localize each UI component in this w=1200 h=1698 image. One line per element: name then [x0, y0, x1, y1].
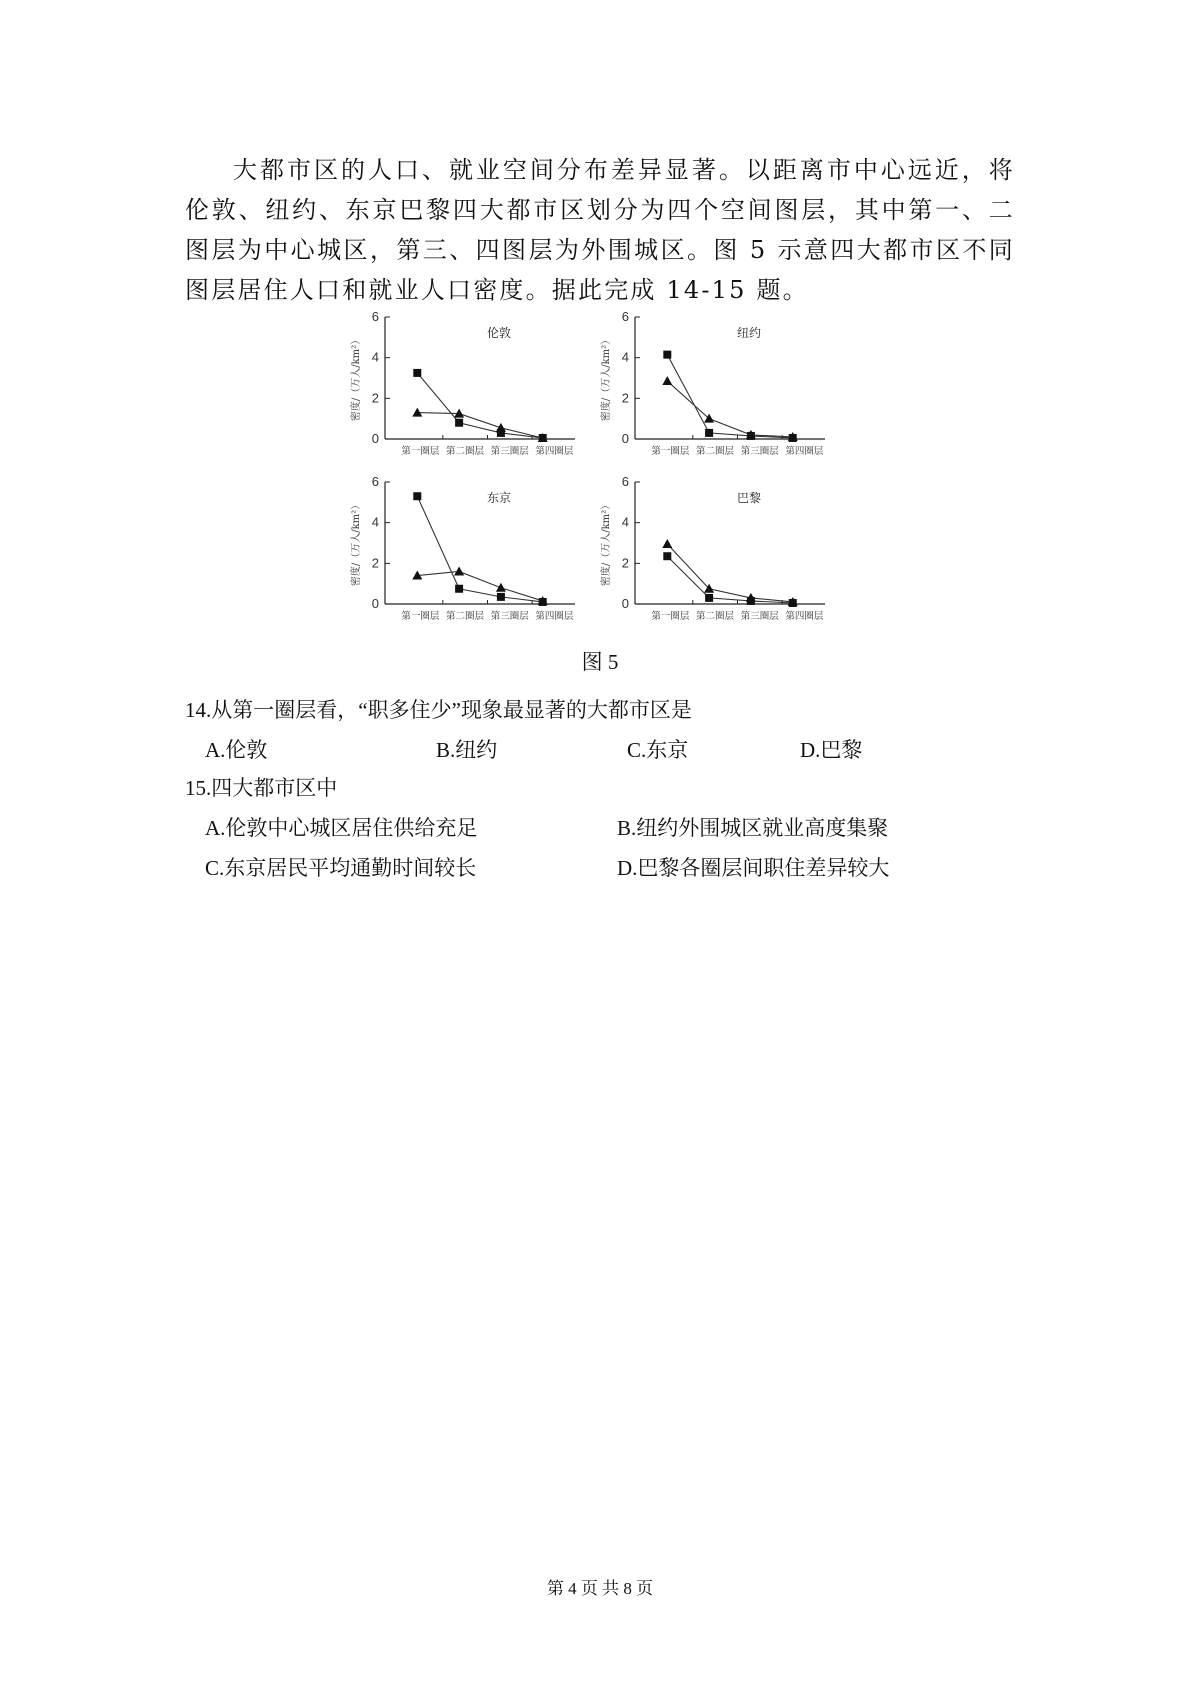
series-line-triangle [417, 571, 542, 600]
y-tick-label: 2 [371, 555, 379, 571]
y-axis-label: 密度/（万人/km²） [601, 334, 612, 422]
series-line-square [667, 556, 792, 603]
x-tick-label: 第三圈层 [490, 611, 529, 622]
q14-option-a: A.伦敦 [205, 738, 268, 762]
series-line-square [417, 496, 542, 602]
y-tick-label: 4 [371, 514, 379, 530]
y-tick-label: 2 [371, 390, 379, 406]
question-14-stem: 14.从第一圈层看，“职多住少”现象最显著的大都市区是 [185, 698, 692, 722]
series-line-square [417, 373, 542, 438]
y-axis-label: 密度/（万人/km²） [351, 499, 362, 587]
x-tick-label: 第一圈层 [651, 611, 690, 622]
y-axis-label: 密度/（万人/km²） [351, 334, 362, 422]
y-tick-label: 6 [371, 312, 379, 324]
chart-title: 巴黎 [736, 491, 762, 505]
series-line-square [667, 355, 792, 438]
square-marker [705, 594, 713, 602]
q14-option-d: D.巴黎 [800, 738, 863, 762]
triangle-marker [662, 376, 672, 385]
y-axis-label: 密度/（万人/km²） [601, 499, 612, 587]
figure-caption: 图 5 [581, 650, 619, 674]
figure-5 [345, 312, 865, 642]
y-tick-label: 6 [371, 474, 379, 489]
y-tick-label: 2 [621, 555, 629, 571]
x-tick-label: 第二圈层 [446, 446, 485, 457]
y-tick-label: 2 [621, 390, 629, 406]
q14-option-c: C.东京 [627, 738, 689, 762]
chart-title: 东京 [486, 491, 512, 505]
q15-option-c: C.东京居民平均通勤时间较长 [205, 856, 477, 880]
page-footer: 第 4 页 共 8 页 [546, 1579, 654, 1598]
y-tick-label: 4 [621, 514, 629, 530]
x-tick-label: 第二圈层 [446, 611, 485, 622]
triangle-marker [662, 539, 672, 548]
square-marker [413, 369, 421, 377]
y-tick-label: 6 [621, 312, 629, 324]
q15-option-d: D.巴黎各圈层间职住差异较大 [617, 856, 890, 880]
chart-panel-4 [599, 474, 825, 622]
square-marker [497, 593, 505, 601]
x-tick-label: 第三圈层 [740, 446, 779, 457]
x-tick-label: 第二圈层 [696, 611, 735, 622]
density-charts [345, 312, 865, 642]
triangle-marker [496, 423, 506, 432]
chart-panel-3 [349, 474, 575, 622]
y-tick-label: 0 [371, 431, 379, 446]
triangle-marker [412, 408, 422, 417]
triangle-marker [496, 583, 506, 592]
y-tick-label: 4 [371, 349, 379, 365]
x-tick-label: 第三圈层 [740, 611, 779, 622]
y-tick-label: 4 [621, 349, 629, 365]
intro-passage: 大都市区的人口、就业空间分布差异显著。以距离市中心远近，将伦敦、纽约、东京巴黎四大都市区划分为四个空间图层，其中第一、二图层为中心城区，第三、四图层为外围城区。图 5 示意四大都市区不同图层居住人口和就业人口密度。据此完成 14-15 题。 [185, 156, 1015, 304]
q15-option-b: B.纽约外围城区就业高度集聚 [617, 816, 889, 840]
chart-panel-1 [349, 312, 575, 457]
x-tick-label: 第二圈层 [696, 446, 735, 457]
square-marker [455, 419, 463, 427]
triangle-marker [454, 566, 464, 575]
square-marker [413, 492, 421, 500]
chart-title: 纽约 [736, 326, 762, 340]
question-15-stem: 15.四大都市区中 [185, 776, 338, 800]
x-tick-label: 第四圈层 [535, 446, 574, 457]
square-marker [705, 429, 713, 437]
series-line-triangle [667, 544, 792, 602]
x-tick-label: 第三圈层 [490, 446, 529, 457]
x-tick-label: 第四圈层 [785, 611, 824, 622]
y-tick-label: 0 [621, 596, 629, 611]
x-tick-label: 第四圈层 [785, 446, 824, 457]
square-marker [663, 351, 671, 359]
x-tick-label: 第四圈层 [535, 611, 574, 622]
x-tick-label: 第一圈层 [401, 446, 440, 457]
q15-option-a: A.伦敦中心城区居住供给充足 [205, 816, 478, 840]
y-tick-label: 6 [621, 474, 629, 489]
q14-option-b: B.纽约 [436, 738, 498, 762]
series-line-triangle [417, 413, 542, 438]
chart-panel-2 [599, 312, 825, 457]
x-tick-label: 第一圈层 [401, 611, 440, 622]
x-tick-label: 第一圈层 [651, 446, 690, 457]
square-marker [455, 585, 463, 593]
y-tick-label: 0 [621, 431, 629, 446]
y-tick-label: 0 [371, 596, 379, 611]
square-marker [663, 552, 671, 560]
chart-title: 伦敦 [486, 326, 512, 340]
